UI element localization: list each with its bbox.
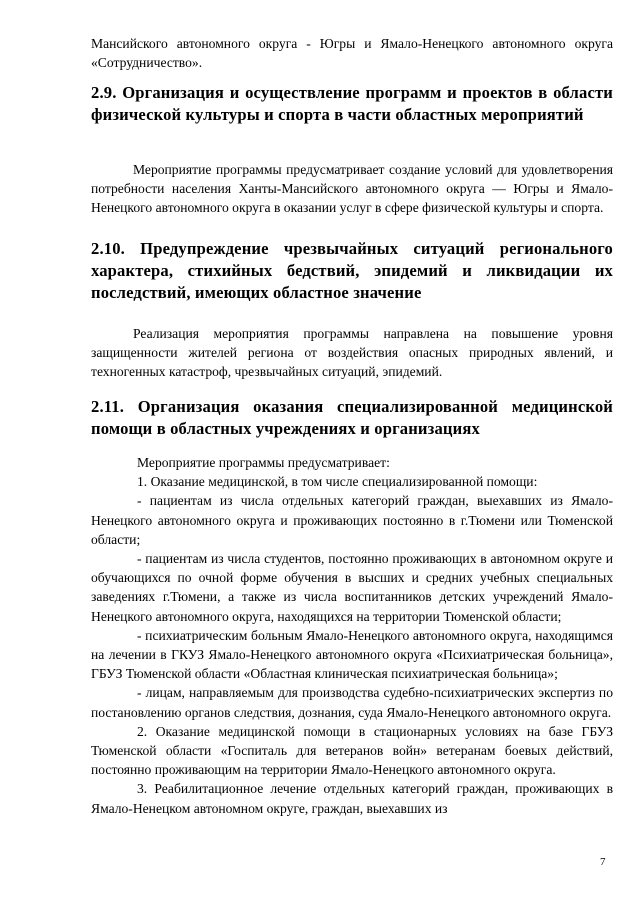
list-item: - психиатрическим больным Ямало-Ненецкого автономного округа, находящимся на лечении в ГКУЗ Ямало-Ненецкого автономного округа «Психиатрическая больница», ГБУЗ Тюменской области «Областная клиническая психиатрическая больница»; [91, 627, 613, 682]
section-2-9-body: Мероприятие программы предусматривает создание условий для удовлетворения потребности населения Ханты-Мансийского автономного округа — Югры и Ямало-Ненецкого автономного округа в оказании услуг в сфере физической культуры и спорта. [91, 162, 613, 216]
list-item: 2. Оказание медицинской помощи в стационарных условиях на базе ГБУЗ Тюменской области «Госпиталь для ветеранов войн» ветеранам боевых действий, постоянно проживающим на территории Ямало-Ненецкого автономного округа. [91, 723, 613, 778]
list-item: - лицам, направляемым для производства судебно-психиатрических экспертиз по постановлению органов следствия, дознания, суда Ямало-Ненецкого автономного округа. [91, 685, 613, 720]
page-number: 7 [600, 856, 606, 868]
intro-paragraph: Мансийского автономного округа - Югры и Ямало-Ненецкого автономного округа «Сотрудничество». [91, 36, 613, 71]
list-item: - пациентам из числа отдельных категорий граждан, выехавших из Ямало-Ненецкого автономного округа и проживающих постоянно в г.Тюмени или Тюменской области; [91, 493, 613, 547]
section-2-10-heading: 2.10. Предупреждение чрезвычайных ситуаций регионального характера, стихийных бедствий, эпидемий и ликвидации их последствий, имеющих областное значение [91, 239, 613, 302]
list-item: - пациентам из числа студентов, постоянно проживающих в автономном округе и обучающихся по очной форме обучения в высших и средних учебных специальных заведениях г.Тюмени, а также из числа воспитанников детских учреждений Ямало-Ненецкого автономного округа, находящихся на территории Тюменской области; [91, 551, 613, 624]
section-2-10-body: Реализация мероприятия программы направлена на повышение уровня защищенности жителей региона от воздействия опасных природных явлений, и техногенных катастроф, чрезвычайных ситуаций, эпидемий. [91, 326, 613, 380]
list-item: 3. Реабилитационное лечение отдельных категорий граждан, проживающих в Ямало-Ненецком автономном округе, граждан, выехавших из [91, 781, 613, 816]
section-2-11-heading: 2.11. Организация оказания специализированной медицинской помощи в областных учреждениях и организациях [91, 397, 613, 438]
section-2-11-body [91, 453, 613, 818]
list-item: 1. Оказание медицинской, в том числе специализированной помощи: [137, 474, 538, 490]
section-2-9-heading: 2.9. Организация и осуществление программ и проектов в области физической культуры и спорта в части областных мероприятий [91, 83, 613, 124]
list-item: Мероприятие программы предусматривает: [137, 455, 390, 470]
